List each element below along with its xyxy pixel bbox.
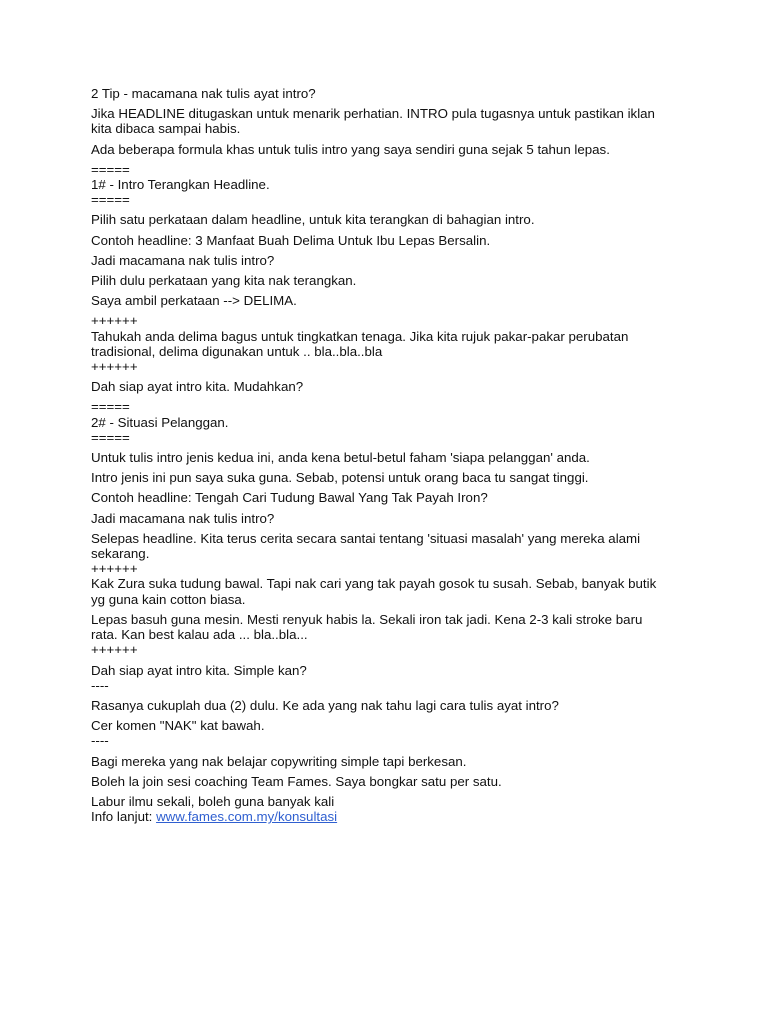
- paragraph: Pilih satu perkataan dalam headline, untuk kita terangkan di bahagian intro.: [91, 212, 535, 228]
- example-block-2: Selepas headline. Kita terus cerita secara santai tentang 'situasi masalah' yang mereka alami sekarang. ++++++ Kak Zura suka tudung bawal. Tapi nak cari yang tak payah gosok tu susah. Sebab, banyak butik yg guna kain cotton biasa.: [91, 530, 657, 607]
- paragraph: Bagi mereka yang nak belajar copywriting simple tapi berkesan.: [91, 753, 467, 769]
- paragraph: Dah siap ayat intro kita. Mudahkan?: [91, 379, 304, 395]
- info-label: Info lanjut:: [91, 809, 157, 825]
- paragraph: Intro jenis ini pun saya suka guna. Sebab, potensi untuk orang baca tu sangat tinggi.: [91, 470, 589, 486]
- paragraph: Pilih dulu perkataan yang kita nak terangkan.: [91, 273, 357, 289]
- paragraph: Jika HEADLINE ditugaskan untuk menarik perhatian. INTRO pula tugasnya untuk pastikan iklan kita dibaca sampai habis.: [91, 106, 655, 137]
- section-heading-1: ===== 1# - Intro Terangkan Headline. =====: [91, 161, 270, 208]
- paragraph: Boleh la join sesi coaching Team Fames. Saya bongkar satu per satu.: [91, 773, 502, 789]
- paragraph: Lepas basuh guna mesin. Mesti renyuk habis la. Sekali iron tak jadi. Kena 2-3 kali stroke baru rata. Kan best kalau ada ... bla..bla... ++++++: [91, 611, 643, 658]
- section-heading-2: ===== 2# - Situasi Pelanggan. =====: [91, 399, 229, 445]
- info-link[interactable]: www.fames.com.my/konsultasi: [156, 809, 338, 825]
- paragraph: Jadi macamana nak tulis intro?: [91, 510, 275, 526]
- paragraph: Dah siap ayat intro kita. Simple kan? ----: [91, 662, 307, 693]
- doc-title: 2 Tip - macamana nak tulis ayat intro?: [91, 86, 316, 101]
- paragraph: Untuk tulis intro jenis kedua ini, anda kena betul-betul faham 'siapa pelanggan' anda.: [91, 450, 590, 466]
- paragraph: Rasanya cukuplah dua (2) dulu. Ke ada yang nak tahu lagi cara tulis ayat intro?: [91, 697, 559, 713]
- paragraph: Contoh headline: 3 Manfaat Buah Delima Untuk Ibu Lepas Bersalin.: [91, 232, 491, 248]
- info-line: [91, 809, 681, 824]
- example-block-1: ++++++ Tahukah anda delima bagus untuk tingkatkan tenaga. Jika kita rujuk pakar-pakar perubatan tradisional, delima digunakan untuk .. bla..bla..bla ++++++: [91, 313, 629, 375]
- paragraph: Contoh headline: Tengah Cari Tudung Bawal Yang Tak Payah Iron?: [91, 490, 488, 506]
- paragraph: Saya ambil perkataan --> DELIMA.: [91, 293, 297, 309]
- paragraph: Jadi macamana nak tulis intro?: [91, 252, 275, 268]
- paragraph: Ada beberapa formula khas untuk tulis intro yang saya sendiri guna sejak 5 tahun lepas.: [91, 141, 610, 157]
- document-body: [91, 86, 681, 824]
- paragraph: Cer komen "NAK" kat bawah. ----: [91, 718, 265, 749]
- paragraph: Labur ilmu sekali, boleh guna banyak kali: [91, 793, 335, 809]
